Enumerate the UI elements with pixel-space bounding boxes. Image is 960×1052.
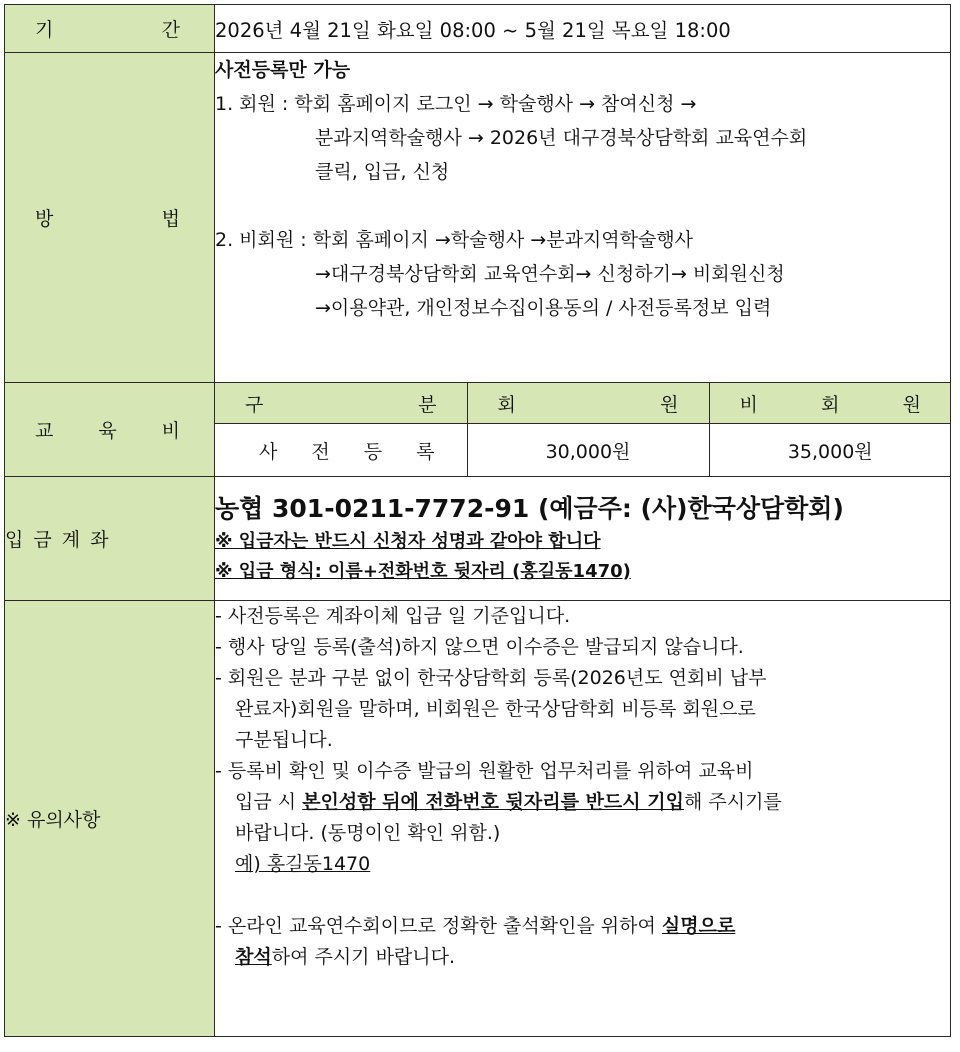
depositor-name-note: ※ 입금자는 반드시 신청자 성명과 같아야 합니다 bbox=[215, 530, 601, 552]
note-item: - 회원은 분과 구분 없이 한국상담학회 등록(2026년도 연회비 납부 bbox=[215, 667, 767, 689]
notes-content bbox=[215, 601, 951, 1037]
fee-header-char: 회 bbox=[497, 393, 516, 416]
note-emphasis: 참석 bbox=[235, 946, 272, 968]
note-item-continued: 바랍니다. (동명이인 확인 위함.) bbox=[235, 822, 501, 844]
note-example bbox=[215, 849, 950, 880]
member-method-line: 분과지역학술행사 → 2026년 대구경북상담학회 교육연수회 bbox=[315, 127, 808, 149]
note-emphasis: 실명으로 bbox=[661, 915, 736, 937]
member-method-line: 클릭, 입금, 신청 bbox=[315, 161, 450, 183]
example-text: 예) 홍길동1470 bbox=[235, 853, 371, 875]
fee-header-char: 구 bbox=[245, 393, 264, 416]
fee-row-char: 전 bbox=[311, 440, 330, 463]
method-label bbox=[5, 204, 214, 231]
period-label-cell bbox=[5, 5, 215, 53]
notes-label: ※ 유의사항 bbox=[5, 601, 215, 1037]
method-label-char: 법 bbox=[161, 208, 180, 230]
fee-header-char: 비 bbox=[739, 393, 758, 416]
fee-header-category-label bbox=[215, 390, 467, 417]
fee-header-char: 원 bbox=[902, 393, 921, 416]
period-label bbox=[5, 15, 214, 42]
fee-header-char: 분 bbox=[418, 393, 437, 416]
nonmember-method-line: →이용약관, 개인정보수집이용동의 / 사전등록정보 입력 bbox=[315, 297, 772, 319]
note-item: - 행사 당일 등록(출석)하지 않으면 이수증은 발급되지 않습니다. bbox=[215, 636, 744, 658]
event-info-document bbox=[4, 4, 950, 1037]
fee-table bbox=[215, 383, 951, 476]
period-value: 2026년 4월 21일 화요일 08:00 ~ 5월 21일 목요일 18:00 bbox=[215, 5, 951, 53]
event-info-table bbox=[4, 4, 951, 1037]
member-method-line: 1. 회원 : 학회 홈페이지 로그인 → 학술행사 → 참여신청 → bbox=[215, 93, 697, 115]
fee-header-row bbox=[215, 383, 951, 424]
fee-label-char: 비 bbox=[161, 420, 180, 442]
note-item: - 등록비 확인 및 이수증 발급의 원활한 업무처리를 위하여 교육비 bbox=[215, 760, 754, 782]
method-label-cell bbox=[5, 53, 215, 383]
fee-label-cell bbox=[5, 383, 215, 477]
fee-data-row bbox=[215, 424, 951, 477]
note-text: 하여 주시기 바랍니다. bbox=[271, 946, 456, 968]
fee-header-nonmember-label bbox=[710, 390, 952, 417]
period-label-char: 간 bbox=[161, 19, 180, 41]
fee-header-member-label bbox=[468, 390, 709, 417]
fee-row-label-text bbox=[215, 437, 467, 464]
method-row bbox=[5, 53, 951, 383]
note-item bbox=[215, 911, 950, 942]
fee-row-char: 등 bbox=[363, 440, 383, 463]
method-label-char: 방 bbox=[35, 208, 54, 230]
bank-account-line: 농협 301-0211-7772-91 (예금주: (사)한국상담학회) bbox=[215, 493, 844, 523]
account-row bbox=[5, 477, 951, 601]
fee-header-member bbox=[467, 383, 709, 424]
note-text: 해 주시기를 bbox=[683, 791, 782, 813]
member-price: 30,000원 bbox=[467, 424, 709, 477]
spacer bbox=[215, 880, 950, 911]
fee-header-category bbox=[215, 383, 467, 424]
fee-table-cell bbox=[215, 383, 951, 477]
notes-row bbox=[5, 601, 951, 1037]
fee-label-char: 교 bbox=[35, 420, 54, 442]
fee-header-char: 원 bbox=[660, 393, 679, 416]
note-item-continued: 완료자)회원을 말하며, 비회원은 한국상담학회 비등록 회원으로 bbox=[235, 698, 756, 720]
fee-header-char: 회 bbox=[821, 393, 840, 416]
note-item-continued bbox=[215, 942, 950, 973]
deposit-format-note: ※ 입금 형식: 이름+전화번호 뒷자리 (홍길동1470) bbox=[215, 560, 631, 582]
method-heading: 사전등록만 가능 bbox=[215, 59, 351, 81]
account-label: 입 금 계 좌 bbox=[5, 477, 215, 601]
nonmember-method-line: →대구경북상담학회 교육연수회→ 신청하기→ 비회원신청 bbox=[315, 263, 785, 285]
note-emphasis: 본인성함 뒤에 전화번호 뒷자리를 반드시 기입 bbox=[302, 791, 684, 813]
spacer bbox=[215, 189, 950, 223]
note-text: 입금 시 bbox=[235, 791, 303, 813]
fee-row-label bbox=[215, 424, 467, 477]
note-item-continued bbox=[215, 787, 950, 818]
nonmember-method-line: 2. 비회원 : 학회 홈페이지 →학술행사 →분과지역학술행사 bbox=[215, 229, 694, 251]
period-row bbox=[5, 5, 951, 53]
fee-row bbox=[5, 383, 951, 477]
period-label-char: 기 bbox=[35, 19, 54, 41]
fee-row-char: 록 bbox=[416, 440, 435, 463]
fee-header-nonmember bbox=[709, 383, 951, 424]
fee-label bbox=[5, 416, 214, 443]
method-content bbox=[215, 53, 951, 383]
note-item: - 사전등록은 계좌이체 입금 일 기준입니다. bbox=[215, 605, 571, 627]
account-content bbox=[215, 477, 951, 601]
fee-label-char: 육 bbox=[98, 420, 117, 442]
fee-row-char: 사 bbox=[259, 440, 278, 463]
note-text: - 온라인 교육연수회이므로 정확한 출석확인을 위하여 bbox=[215, 915, 662, 937]
note-item-continued: 구분됩니다. bbox=[235, 729, 333, 751]
nonmember-price: 35,000원 bbox=[787, 440, 873, 463]
